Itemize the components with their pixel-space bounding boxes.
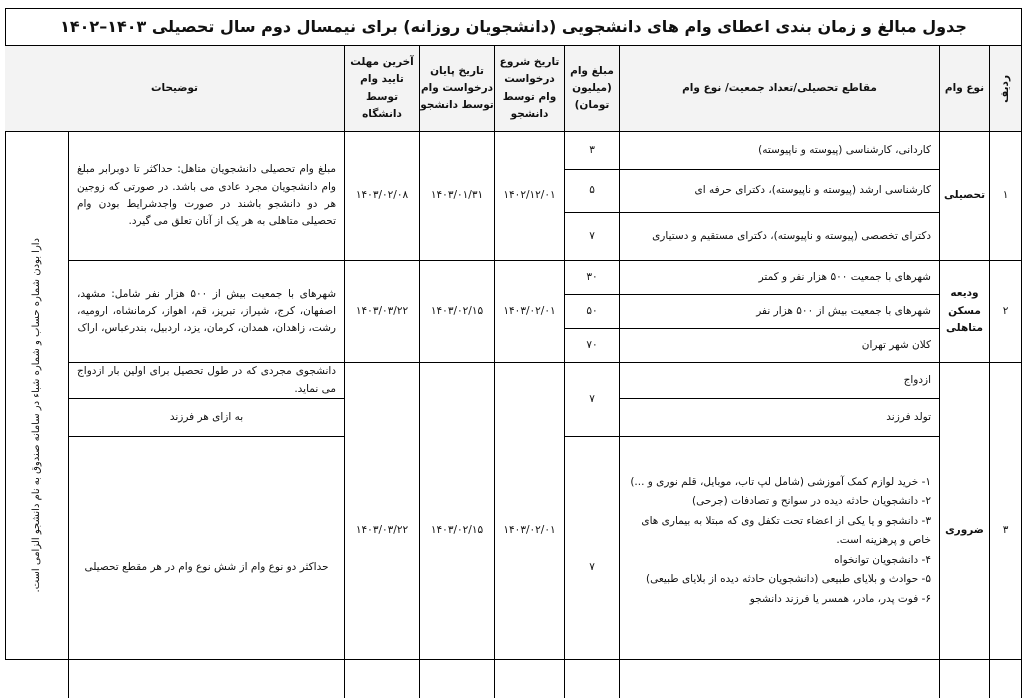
level-cell: تولد فرزند [620, 399, 940, 437]
essential-item: خاص و پرهزینه است. [836, 534, 931, 547]
amount-cell: ۷ [565, 213, 620, 261]
essential-item: ۴- دانشجویان توانخواه [834, 553, 931, 566]
header-loan-type: نوع وام [940, 46, 990, 132]
essential-item: ۵- حوادث و بلایای طبیعی (دانشجویان حادثه دیده از بلایای طبیعی) [646, 573, 931, 586]
amount-cell: ۷۰ [565, 329, 620, 363]
deadline-date: ۱۴۰۳/۰۳/۲۲ [345, 363, 420, 698]
amount-cell: ۷ [565, 363, 620, 437]
note-cell: به ازای هر فرزند [69, 399, 345, 437]
note-cell: شهرهای با جمعیت بیش از ۵۰۰ هزار نفر شامل: مشهد، اصفهان، کرج، شیراز، تبریز، قم، اهواز، کرمانشاه، ارومیه، رشت، زاهدان، همدان، کرمان، یزد، اردبیل، بندرعباس، اراک [69, 261, 345, 363]
level-cell: کاردانی، کارشناسی (پیوسته و ناپیوسته) [620, 132, 940, 170]
essential-item: ۶- فوت پدر، مادر، همسر یا فرزند دانشجو [749, 592, 931, 605]
level-cell: شهرهای با جمعیت بیش از ۵۰۰ هزار نفر [620, 295, 940, 329]
essential-item: ۳- دانشجو و یا یکی از اعضاء تحت تکفل وی که مبتلا به بیماری های [641, 514, 931, 527]
end-date: ۱۴۰۳/۰۲/۱۵ [420, 261, 495, 363]
end-date: ۱۴۰۳/۰۲/۱۵ [420, 363, 495, 698]
header-amount: مبلغ وام (میلیون تومان) [565, 46, 620, 132]
level-cell: دکترای تخصصی (پیوسته و ناپیوسته)، دکترای مستقیم و دستیاری [620, 213, 940, 261]
loan-type: ودیعه مسکن متاهلی [940, 261, 990, 363]
level-cell: کارشناسی ارشد (پیوسته و ناپیوسته)، دکترای حرفه ای [620, 170, 940, 213]
page-title: جدول مبالغ و زمان بندی اعطای وام های دانشجویی (دانشجویان روزانه) برای نیمسال دوم سال تحصیلی ۱۴۰۳–۱۴۰۲ [5, 8, 1022, 46]
amount-cell: ۵ [565, 170, 620, 213]
amount-cell: ۷ [565, 437, 620, 698]
header-deadline: آخرین مهلت تایید وام توسط دانشگاه [345, 46, 420, 132]
level-cell: شهرهای با جمعیت ۵۰۰ هزار نفر و کمتر [620, 261, 940, 295]
level-cell: ازدواج [620, 363, 940, 399]
side-note [5, 132, 69, 698]
loan-type: ضروری [940, 363, 990, 698]
essential-item: ۲- دانشجویان حادثه دیده در سوانح و تصادفات (جرحی) [692, 495, 931, 508]
deadline-date: ۱۴۰۳/۰۲/۰۸ [345, 132, 420, 261]
start-date: ۱۴۰۳/۰۲/۰۱ [495, 363, 565, 698]
start-date: ۱۴۰۳/۰۲/۰۱ [495, 261, 565, 363]
level-cell: کلان شهر تهران [620, 329, 940, 363]
row-number: ۳ [990, 363, 1022, 698]
side-note-text: دارا بودن شماره حساب و شماره شباء در سامانه صندوق به نام دانشجو الزامی است. [31, 237, 42, 593]
row-number: ۲ [990, 261, 1022, 363]
row-number: ۱ [990, 132, 1022, 261]
header-notes: توضیحات [5, 46, 345, 132]
note-cell: حداکثر دو نوع وام از شش نوع وام در هر مقطع تحصیلی [69, 437, 345, 698]
header-levels: مقاطع تحصیلی/تعداد جمعیت/ نوع وام [620, 46, 940, 132]
note-cell: مبلغ وام تحصیلی دانشجویان متاهل: حداکثر تا دوبرابر مبلغ وام دانشجویان مجرد عادی می باشد. در صورتی که زوجین هر دو دانشجو باشند در صورت واجدشرایط بودن وام تحصیلی متاهلی به هر یک از آنان تعلق می گیرد. [69, 132, 345, 261]
header-row-number [990, 46, 1022, 132]
essential-item: ۱- خرید لوازم کمک آموزشی (شامل لپ تاب، موبایل، قلم نوری و ...) [630, 476, 931, 488]
header-row-number-label: ردیف [998, 74, 1011, 103]
header-end-date: تاریخ پایان درخواست وام توسط دانشجو [420, 46, 495, 132]
start-date: ۱۴۰۲/۱۲/۰۱ [495, 132, 565, 261]
amount-cell: ۳ [565, 132, 620, 170]
end-date: ۱۴۰۳/۰۱/۳۱ [420, 132, 495, 261]
essential-items-list [620, 437, 940, 698]
header-start-date: تاریخ شروع درخواست وام توسط دانشجو [495, 46, 565, 132]
amount-cell: ۵۰ [565, 295, 620, 329]
note-cell: دانشجوی مجردی که در طول تحصیل برای اولین بار ازدواج می نماید. [69, 363, 345, 399]
amount-cell: ۳۰ [565, 261, 620, 295]
deadline-date: ۱۴۰۳/۰۳/۲۲ [345, 261, 420, 363]
loan-type: تحصیلی [940, 132, 990, 261]
